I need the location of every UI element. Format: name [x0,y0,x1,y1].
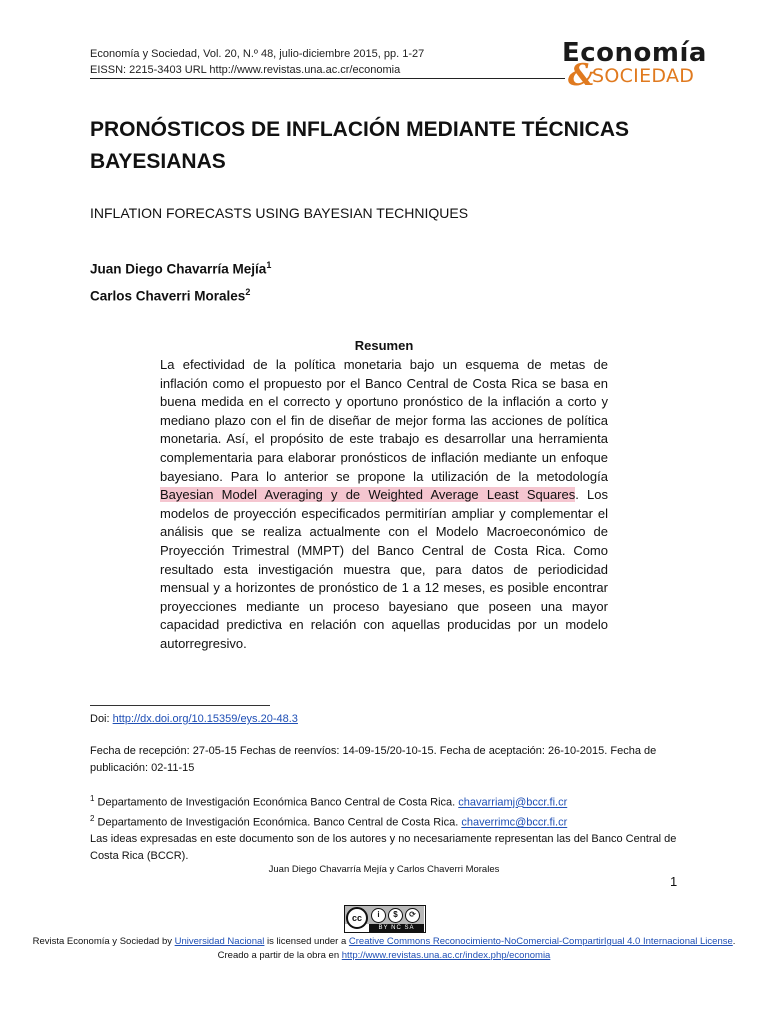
highlighted-text: Bayesian Model Averaging y de Weighted Average Least Squares [160,487,576,503]
journal-citation: Economía y Sociedad, Vol. 20, N.º 48, julio-diciembre 2015, pp. 1-27 [90,48,425,60]
footnote-mark: 1 [90,794,95,803]
license-notice [0,935,768,962]
license-prefix: Revista Economía y Sociedad by [32,936,175,947]
footnotes [90,791,688,864]
created-prefix: Creado a partir de la obra en [217,949,342,961]
attribution-icon: i [371,908,386,923]
footnote-2 [90,811,688,831]
license-line [0,935,768,949]
article-title-line2: BAYESIANAS [90,150,226,173]
created-from-line [0,949,768,963]
author [90,254,271,281]
email-link[interactable]: chaverrimc@bccr.fi.cr [461,816,568,829]
disclaimer: Las ideas expresadas en este documento son de los autores y no necesariamente representan las del Banco Central de Costa Rica (BCCR). [90,833,677,862]
doi-label: Doi: [90,713,113,725]
email-link[interactable]: chavarriamj@bccr.fi.cr [458,796,568,809]
logo-ampersand: & [568,58,596,93]
journal-site-link[interactable]: http://www.revistas.una.ac.cr/index.php/economia [341,949,551,961]
header-rule [90,78,565,79]
university-link[interactable]: Universidad Nacional [174,936,265,947]
sharealike-icon: ⟳ [405,908,420,923]
page-number: 1 [670,874,678,889]
creative-commons-badge[interactable] [344,905,426,933]
license-end: . [732,936,736,947]
logo-economia: Economía [562,38,707,68]
issn-url-line: EISSN: 2215-3403 URL http://www.revistas.una.ac.cr/economia [90,64,401,76]
footnote-text: Departamento de Investigación Económica Banco Central de Costa Rica. [94,796,459,809]
author-footnote-mark: 2 [245,286,251,297]
footnote-1 [90,791,688,811]
author-footnote-mark: 1 [266,260,272,270]
footnote-rule [90,705,270,706]
author-name: Carlos Chaverri Morales [90,288,246,303]
badge-terms-label: BY NC SA [369,924,424,932]
journal-header [90,46,424,78]
noncommercial-icon: $ [388,908,403,923]
logo-sociedad: SOCIEDAD [592,65,695,87]
abstract-heading: Resumen [354,338,414,353]
cc-icon: cc [346,907,368,929]
author-list [90,254,271,307]
license-link[interactable]: Creative Commons Reconocimiento-NoComercial-CompartirIgual 4.0 Internacional License [348,936,733,947]
article-title-line1: PRONÓSTICOS DE INFLACIÓN MEDIANTE TÉCNICAS [90,118,630,141]
license-mid: is licensed under a [264,936,349,947]
journal-logo [560,38,707,93]
article-subtitle: INFLATION FORECASTS USING BAYESIAN TECHNIQUES [90,205,469,221]
abstract-text-end: . Los modelos de proyección especificados permitirían ampliar y complementar el análisis que se realiza actualmente con el Modelo Macroeconómico de Proyección Trimestral (MMPT) del Banco Central de Costa Rica. Como resultado esta investigación muestra que, para datos de periodicidad mensual y a horizontes de pronóstico de 1 a 12 meses, es posible encontrar proyecciones mediante un proceso bayesiano que poseen una mayor capacidad predictiva en relación con aquellas producidas por un modelo autorregresivo. [160,487,609,651]
footer-authors: Juan Diego Chavarría Mejía y Carlos Chaverri Morales [268,864,500,875]
abstract-text-start: La efectividad de la política monetaria bajo un esquema de metas de inflación como el propuesto por el Banco Central de Costa Rica se basa en buena medida en el correcto y oportuno pronóstico de la inflación a corto y mediano plazo con el fin de diseñar de mejor forma las acciones de política monetaria. Así, el propósito de este trabajo es desarrollar una herramienta complementaria para elaborar pronósticos de inflación mediante un enfoque bayesiano. Para lo anterior se propone la utilización de la metodología [160,357,608,484]
doi-line [90,713,298,725]
doi-link[interactable]: http://dx.doi.org/10.15359/eys.20-48.3 [112,713,298,725]
author-name: Juan Diego Chavarría Mejía [90,261,267,277]
abstract-body [160,356,608,654]
publication-dates: Fecha de recepción: 27-05-15 Fechas de reenvíos: 14-09-15/20-10-15. Fecha de aceptación: 26-10-2015. Fecha de publicación: 02-11-15 [90,745,657,774]
article-title [90,114,690,178]
author [90,281,271,308]
footnote-text: Departamento de Investigación Económica. Banco Central de Costa Rica. [94,816,462,829]
footnote-mark: 2 [90,814,95,824]
